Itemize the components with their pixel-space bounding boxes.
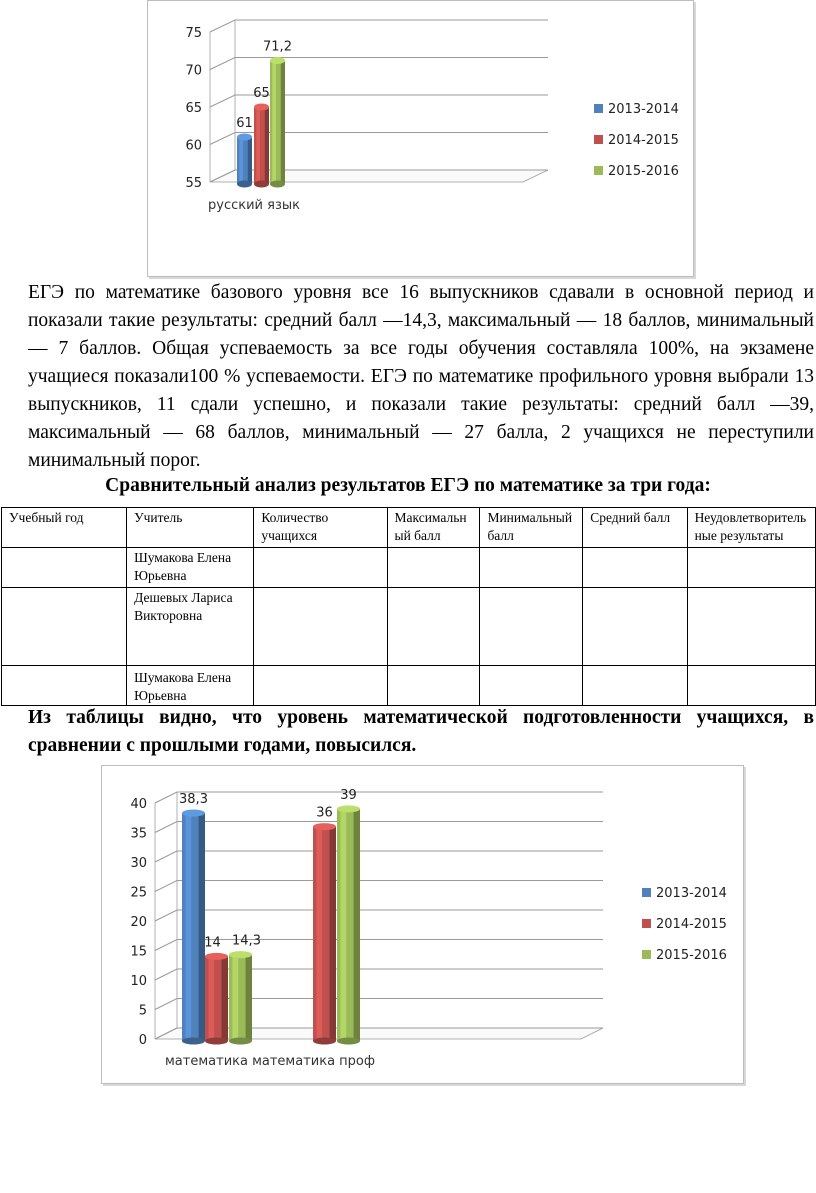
- legend-swatch: [594, 166, 603, 175]
- gridline: [155, 910, 603, 921]
- legend-item: 2015-2016: [656, 948, 727, 963]
- header-count: Количество учащихся: [254, 508, 387, 548]
- bar-shadow: [246, 955, 252, 1041]
- bar-base: [254, 181, 269, 188]
- cell-empty: [480, 588, 583, 666]
- gridline: [155, 940, 603, 951]
- legend-swatch: [594, 135, 603, 144]
- math-chart-svg: [102, 766, 743, 1083]
- table-row: [2, 548, 816, 588]
- legend-item: 2014-2015: [608, 133, 679, 148]
- bar-highlight: [340, 809, 346, 1041]
- bar-shadow: [248, 137, 252, 184]
- bar-shadow: [330, 827, 336, 1041]
- bar-base: [237, 181, 252, 188]
- y-tick-label: 70: [185, 63, 202, 79]
- gridline: [210, 20, 548, 32]
- cell-empty: [387, 548, 480, 588]
- legend-item: 2013-2014: [656, 886, 727, 901]
- cell-empty: [254, 548, 387, 588]
- cell-empty: [387, 666, 480, 706]
- table-row: [2, 666, 816, 706]
- data-label: 14: [204, 935, 221, 951]
- bar-base: [270, 181, 285, 188]
- legend-item: 2014-2015: [656, 917, 727, 932]
- header-unsatisfactory: Неудовлетворительные результаты: [687, 508, 815, 548]
- data-label: 39: [340, 787, 357, 803]
- header-teacher: Учитель: [127, 508, 254, 548]
- cell-year: [2, 666, 127, 706]
- y-tick-label: 60: [185, 138, 202, 154]
- gridline: [210, 58, 548, 70]
- bar-shadow: [265, 107, 269, 184]
- bar-top: [337, 805, 360, 812]
- bar-top: [313, 823, 336, 830]
- cell-teacher: Дешевых Лариса Викторовна: [127, 588, 254, 666]
- bar-top: [270, 57, 285, 64]
- y-tick-label: 0: [138, 1033, 147, 1048]
- russian-chart-svg: [148, 1, 693, 276]
- category-label: математика математика проф: [165, 1054, 375, 1069]
- gridline: [155, 792, 603, 803]
- cell-empty: [254, 666, 387, 706]
- data-label: 38,3: [179, 792, 208, 808]
- cell-empty: [583, 588, 687, 666]
- legend-item: 2013-2014: [608, 102, 679, 117]
- legend-item: 2015-2016: [608, 164, 679, 179]
- cell-empty: [687, 666, 815, 706]
- bar-top: [229, 951, 252, 958]
- cell-empty: [480, 548, 583, 588]
- bar-highlight: [256, 107, 260, 184]
- y-tick-label: 15: [130, 944, 147, 960]
- y-tick-label: 35: [130, 826, 147, 842]
- header-min-score: Минимальный балл: [480, 508, 583, 548]
- cell-empty: [254, 588, 387, 666]
- y-tick-label: 25: [130, 885, 147, 901]
- cell-empty: [387, 588, 480, 666]
- y-tick-label: 40: [130, 797, 147, 812]
- bar-base: [229, 1038, 252, 1045]
- data-label: 71,2: [263, 39, 292, 55]
- gridline: [155, 881, 603, 892]
- bar-base: [182, 1038, 205, 1045]
- cell-year: [2, 588, 127, 666]
- conclusion-text: Из таблицы видно, что уровень математической подготовленности учащихся, в сравнении с прошлыми годами, повысился.: [28, 707, 814, 756]
- cell-teacher: Шумакова Елена Юрьевна: [127, 666, 254, 706]
- data-label: 65: [253, 86, 270, 101]
- table-header-row: [2, 508, 816, 548]
- table-row: [2, 588, 816, 666]
- bar-shadow: [354, 809, 360, 1041]
- cell-teacher: Шумакова Елена Юрьевна: [127, 548, 254, 588]
- math-chart: [101, 765, 744, 1084]
- bar-top: [237, 134, 252, 141]
- y-tick-label: 5: [138, 1003, 147, 1019]
- russian-chart: [147, 0, 694, 277]
- bar-base: [205, 1038, 228, 1045]
- bar-top: [182, 810, 205, 817]
- bar-base: [337, 1038, 360, 1045]
- header-year: Учебный год: [2, 508, 127, 548]
- data-label: 36: [316, 805, 333, 821]
- cell-empty: [583, 548, 687, 588]
- y-tick-label: 10: [130, 974, 147, 989]
- cell-empty: [687, 548, 815, 588]
- section-heading: Сравнительный анализ результатов ЕГЭ по математике за три года:: [105, 475, 711, 496]
- data-label: 61: [236, 116, 253, 131]
- legend-swatch: [642, 919, 651, 928]
- header-avg-score: Средний балл: [583, 508, 687, 548]
- bar-shadow: [222, 956, 228, 1041]
- y-tick-label: 55: [185, 176, 202, 191]
- gridline: [155, 822, 603, 833]
- paragraph-exam-results: ЕГЭ по математике базового уровня все 16 выпускников сдавали в основной период и показали такие результаты: средний балл —14,3, максимальный — 18 баллов, минимальный — 7 баллов. Общая успеваемость за все годы обучения составляла 100%, на экзамене учащиеся показали100 % успеваемости. ЕГЭ по математике профильного уровня выбрали 13 выпускников, 11 сдали успешно, и показали такие результаты: средний балл —39, максимальный — 68 баллов, минимальный — 27 балла, 2 учащихся не переступили минимальный порог.: [28, 282, 814, 471]
- bar-highlight: [185, 813, 191, 1041]
- results-table: [1, 507, 816, 706]
- cell-year: [2, 548, 127, 588]
- bar-shadow: [199, 813, 205, 1041]
- cell-empty: [480, 666, 583, 706]
- legend-swatch: [594, 104, 603, 113]
- y-tick-label: 65: [185, 101, 202, 116]
- y-tick-label: 30: [130, 856, 147, 871]
- bar-shadow: [281, 61, 285, 185]
- legend-swatch: [642, 950, 651, 959]
- gridline: [155, 851, 603, 862]
- header-max-score: Максимальный балл: [387, 508, 480, 548]
- bar-highlight: [272, 61, 276, 185]
- bar-base: [313, 1038, 336, 1045]
- bar-highlight: [316, 827, 322, 1041]
- legend-swatch: [642, 888, 651, 897]
- bar-top: [254, 104, 269, 111]
- bar-highlight: [232, 955, 238, 1041]
- bar-highlight: [208, 956, 214, 1041]
- category-label: русский язык: [208, 198, 300, 213]
- cell-empty: [687, 588, 815, 666]
- bar-top: [205, 953, 228, 960]
- y-tick-label: 20: [130, 915, 147, 930]
- y-tick-label: 75: [185, 26, 202, 41]
- cell-empty: [583, 666, 687, 706]
- bar-highlight: [239, 137, 243, 184]
- data-label: 14,3: [232, 933, 261, 949]
